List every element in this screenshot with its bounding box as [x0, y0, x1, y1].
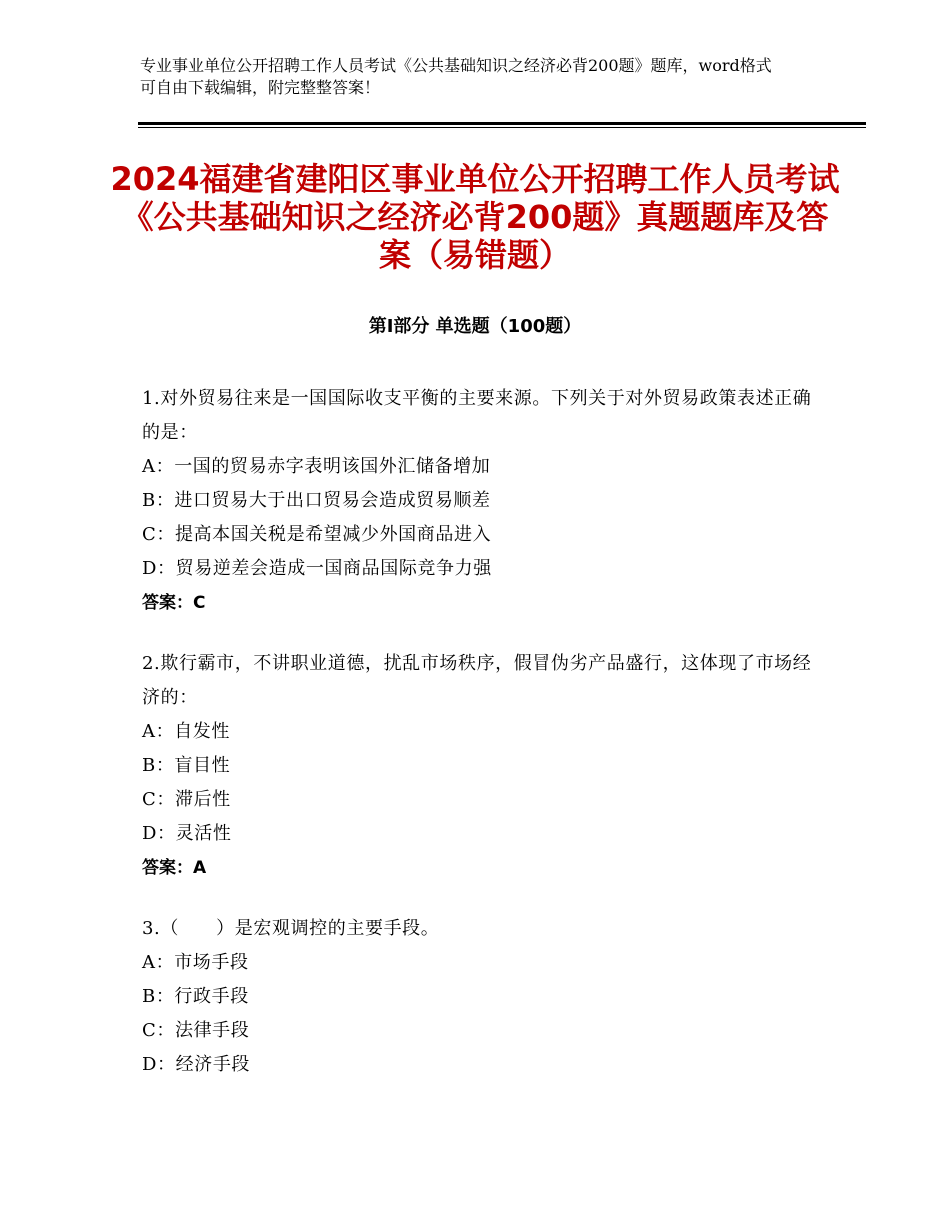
option-c: C：滞后性: [142, 789, 231, 810]
question-stem: 1.对外贸易往来是一国国际收支平衡的主要来源。下列关于对外贸易政策表述正确的是：: [142, 388, 812, 443]
question-stem: 2.欺行霸市，不讲职业道德，扰乱市场秩序，假冒伪劣产品盛行，这体现了市场经济的：: [142, 653, 812, 708]
answer-line: 答案：C: [142, 593, 206, 613]
answer-line: 答案：A: [142, 858, 207, 878]
question-3: [142, 912, 822, 1082]
option-d: D：灵活性: [142, 823, 232, 844]
section-heading: 第Ⅰ部分 单选题（100题）: [368, 316, 582, 337]
option-c: C：提高本国关税是希望减少外国商品进入: [142, 524, 492, 545]
question-1: [142, 382, 822, 620]
option-d: D：经济手段: [142, 1054, 251, 1075]
option-b: B：进口贸易大于出口贸易会造成贸易顺差: [142, 490, 491, 511]
header-divider-thin: [138, 127, 866, 128]
question-stem: 3.（ ）是宏观调控的主要手段。: [142, 918, 440, 939]
option-a: A：一国的贸易赤字表明该国外汇储备增加: [142, 456, 491, 477]
option-b: B：盲目性: [142, 755, 231, 776]
question-list: [142, 382, 822, 1109]
header-note: 专业事业单位公开招聘工作人员考试《公共基础知识之经济必背200题》题库，word格式可自由下载编辑，附完整整答案！: [140, 56, 772, 97]
option-a: A：市场手段: [142, 952, 249, 973]
option-b: B：行政手段: [142, 986, 249, 1007]
header-divider-thick: [138, 122, 866, 125]
question-2: [142, 647, 822, 885]
option-a: A：自发性: [142, 721, 230, 742]
option-d: D：贸易逆差会造成一国商品国际竞争力强: [142, 558, 492, 579]
option-c: C：法律手段: [142, 1020, 250, 1041]
document-title: 2024福建省建阳区事业单位公开招聘工作人员考试《公共基础知识之经济必背200题》真题题库及答案（易错题）: [110, 160, 840, 274]
